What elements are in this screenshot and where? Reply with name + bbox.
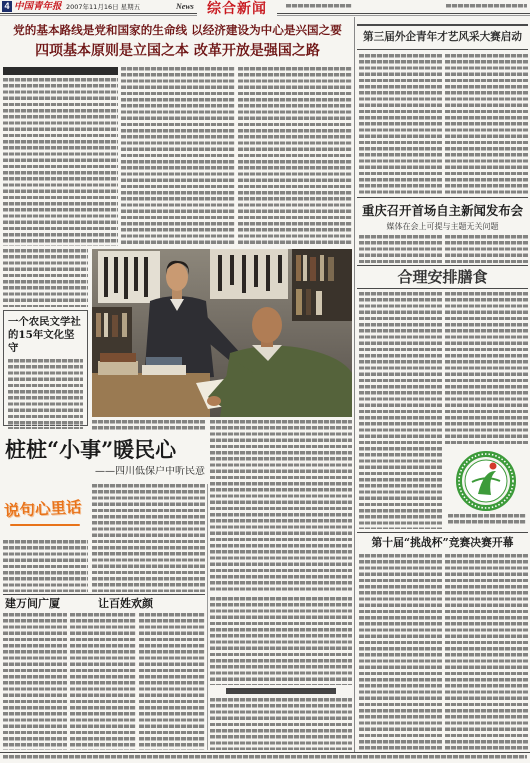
challenge-cup-logo — [448, 450, 524, 512]
photo-caption — [92, 420, 205, 432]
challenge-cup-body — [445, 554, 528, 750]
header-editor-line — [286, 4, 352, 8]
challenge-cup-logo-icon — [448, 450, 524, 512]
feature-subheadline: ——四川低保户中听民意 — [95, 466, 205, 477]
wall-calligraphy-right — [210, 249, 288, 299]
news-photo — [92, 249, 352, 417]
section-divider — [357, 288, 528, 289]
column-body-text — [3, 540, 88, 592]
wall-calligraphy-left — [98, 251, 160, 303]
section-divider — [357, 265, 528, 266]
opinion-body-column — [70, 613, 136, 750]
section-divider — [3, 594, 205, 595]
diet-body — [359, 292, 442, 529]
column-logo: 说句心里话 — [3, 498, 82, 521]
section-divider — [357, 532, 528, 533]
challenge-cup-body — [359, 554, 442, 750]
headline-box-bottom — [357, 49, 528, 50]
column-divider — [207, 484, 208, 750]
issue-date: 2007年11月16日 星期五 — [66, 3, 141, 11]
diet-body — [445, 292, 528, 447]
column-body-text — [92, 484, 205, 592]
section-banner: 综合新闻 — [197, 0, 277, 19]
lead-headline-line1: 党的基本路线是党和国家的生命线 以经济建设为中心是兴国之要 — [13, 23, 342, 37]
body-text-block — [210, 597, 352, 685]
logo-caption — [448, 514, 526, 526]
section-label-en: News — [176, 2, 194, 11]
opinion-headline-part1: 建万间广厦 — [5, 597, 60, 610]
column-logo-swoosh — [10, 524, 80, 526]
sidebar-headline: 一个农民文学社的15年文化坚守 — [8, 316, 81, 354]
page-number: 4 — [2, 1, 12, 12]
lead-body-column — [3, 78, 118, 246]
lead-body-column — [121, 67, 235, 246]
headline-box-top — [357, 24, 528, 26]
opinion-headline-part2: 让百姓欢颜 — [98, 597, 153, 610]
talent-contest-body — [359, 54, 442, 194]
chongqing-subheadline: 媒体在会上可提与主题无关问题 — [386, 222, 499, 231]
challenge-cup-headline: 第十届“挑战杯”竞赛决赛开幕 — [371, 536, 514, 549]
footer-credits-line — [3, 755, 527, 759]
masthead-logo: 中国青年报 — [14, 1, 62, 12]
lead-body-column — [3, 249, 88, 307]
sidebar-body-text — [8, 359, 83, 429]
lead-kicker-bar — [3, 67, 118, 75]
feature-body-column — [210, 420, 352, 592]
header-contact-line — [446, 4, 527, 8]
chongqing-body — [445, 235, 528, 263]
diet-headline: 合理安排膳食 — [397, 268, 488, 286]
news-photo-image — [92, 249, 352, 417]
footer-divider — [0, 752, 530, 753]
chongqing-body — [359, 235, 442, 263]
column-divider — [354, 17, 355, 752]
body-text-block — [210, 698, 352, 750]
talent-contest-body — [445, 54, 528, 194]
subheading-bar — [226, 688, 336, 694]
talent-contest-headline: 第三届外企青年才艺风采大赛启动 — [363, 31, 522, 43]
opinion-body-column — [139, 613, 205, 750]
lead-body-column — [238, 67, 352, 246]
section-divider — [357, 197, 528, 198]
feature-headline: 桩桩“小事”暖民心 — [5, 437, 177, 462]
lead-headline-line2: 四项基本原则是立国之本 改革开放是强国之路 — [35, 43, 320, 59]
chongqing-headline: 重庆召开首场自主新闻发布会 — [361, 203, 524, 218]
sidebar-box — [3, 310, 88, 426]
opinion-body-column — [3, 613, 67, 750]
